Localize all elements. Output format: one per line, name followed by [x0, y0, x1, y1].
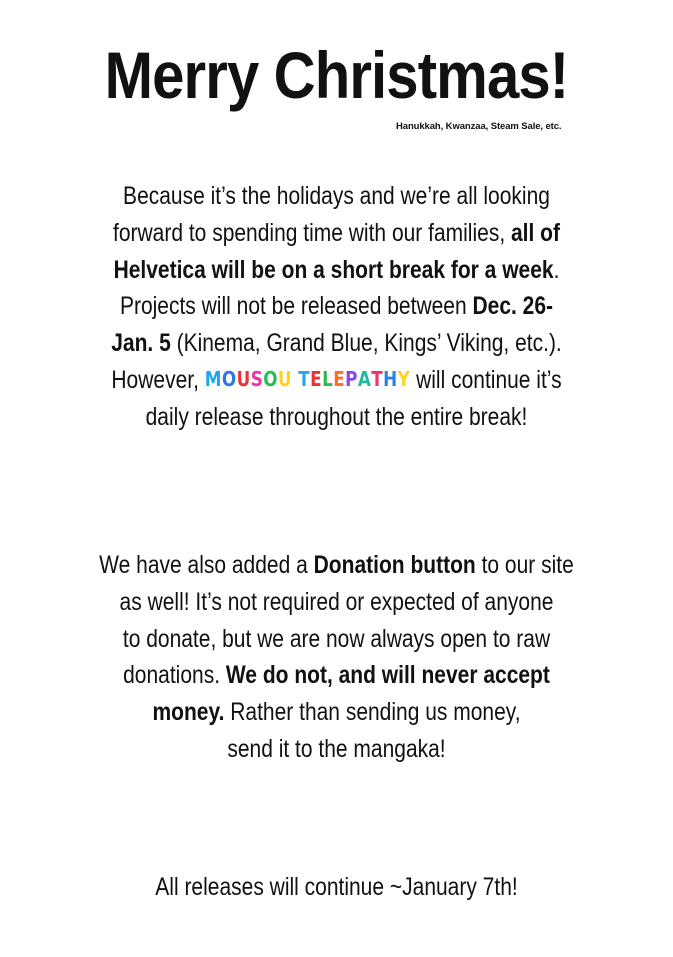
- paragraph-text: as well! It’s not required or expected of anyone: [119, 587, 554, 616]
- paragraph-line: [54, 657, 619, 694]
- logo-letter: O: [221, 366, 237, 391]
- logo-letter: E: [333, 366, 346, 391]
- paragraph-text: send it to the mangaka!: [227, 734, 446, 763]
- paragraph-line: [54, 362, 619, 399]
- holiday-subtitle: Hanukkah, Kwanzaa, Steam Sale, etc.: [396, 121, 562, 132]
- logo-letter: M: [204, 366, 222, 391]
- paragraph-text: forward to spending time with our families,: [112, 218, 511, 247]
- date-range-end: Jan. 5: [111, 329, 171, 358]
- logo-letter: T: [298, 366, 311, 391]
- logo-letter: E: [310, 366, 323, 391]
- project-list-text: (Kinema, Grand Blue, Kings’ Viking, etc.).: [170, 329, 562, 358]
- paragraph-text: daily release throughout the entire break!: [145, 402, 528, 431]
- emphasis-text: money.: [152, 698, 225, 727]
- date-range-start: Dec. 26-: [472, 292, 554, 321]
- release-resume-note: [0, 869, 673, 906]
- logo-letter: T: [371, 366, 384, 391]
- paragraph-text: to our site: [475, 551, 574, 579]
- paragraph-line: [54, 252, 619, 289]
- page-title: Merry Christmas!: [104, 38, 569, 112]
- paragraph-text: .: [553, 255, 560, 284]
- logo-letter: O: [263, 366, 278, 391]
- paragraph-text: We have also added a: [99, 551, 314, 579]
- logo-letter: L: [322, 366, 334, 391]
- logo-letter: U: [277, 366, 293, 391]
- paragraph-text: Rather than sending us money,: [224, 698, 521, 727]
- paragraph-line: [54, 215, 619, 252]
- logo-letter: P: [345, 366, 358, 391]
- paragraph-text: to donate, but we are now always open to raw: [122, 624, 551, 653]
- paragraph-text: All releases will continue ~January 7th!: [155, 873, 518, 901]
- paragraph-text: will continue it’s: [410, 365, 562, 394]
- emphasis-text: all of: [510, 218, 561, 247]
- break-announcement-paragraph: [0, 178, 673, 436]
- paragraph-line: [54, 869, 619, 906]
- paragraph-text: Because it’s the holidays and we’re all looking: [123, 182, 550, 210]
- donation-button-mention: Donation button: [313, 551, 476, 579]
- paragraph-text: Projects will not be released between: [119, 292, 473, 321]
- paragraph-line: [54, 621, 619, 658]
- paragraph-line: [54, 731, 619, 768]
- logo-letter: H: [383, 366, 398, 391]
- paragraph-line: [54, 694, 619, 731]
- logo-letter: A: [357, 366, 372, 391]
- logo-letter: Y: [397, 366, 411, 391]
- paragraph-text: However,: [111, 365, 205, 394]
- mousou-telepathy-logo-text: [205, 367, 410, 391]
- donation-paragraph: [0, 547, 673, 768]
- paragraph-line: [54, 178, 619, 215]
- title-wrap: [0, 35, 673, 115]
- emphasis-text: We do not, and will never accept: [225, 661, 550, 690]
- paragraph-line: [54, 288, 619, 325]
- paragraph-text: donations.: [123, 661, 226, 690]
- paragraph-line: [54, 547, 619, 584]
- logo-letter: S: [250, 366, 264, 391]
- emphasis-text: Helvetica will be on a short break for a week: [113, 255, 554, 284]
- logo-letter: U: [236, 366, 251, 391]
- paragraph-line: [54, 325, 619, 362]
- paragraph-line: [54, 399, 619, 436]
- paragraph-line: [54, 584, 619, 621]
